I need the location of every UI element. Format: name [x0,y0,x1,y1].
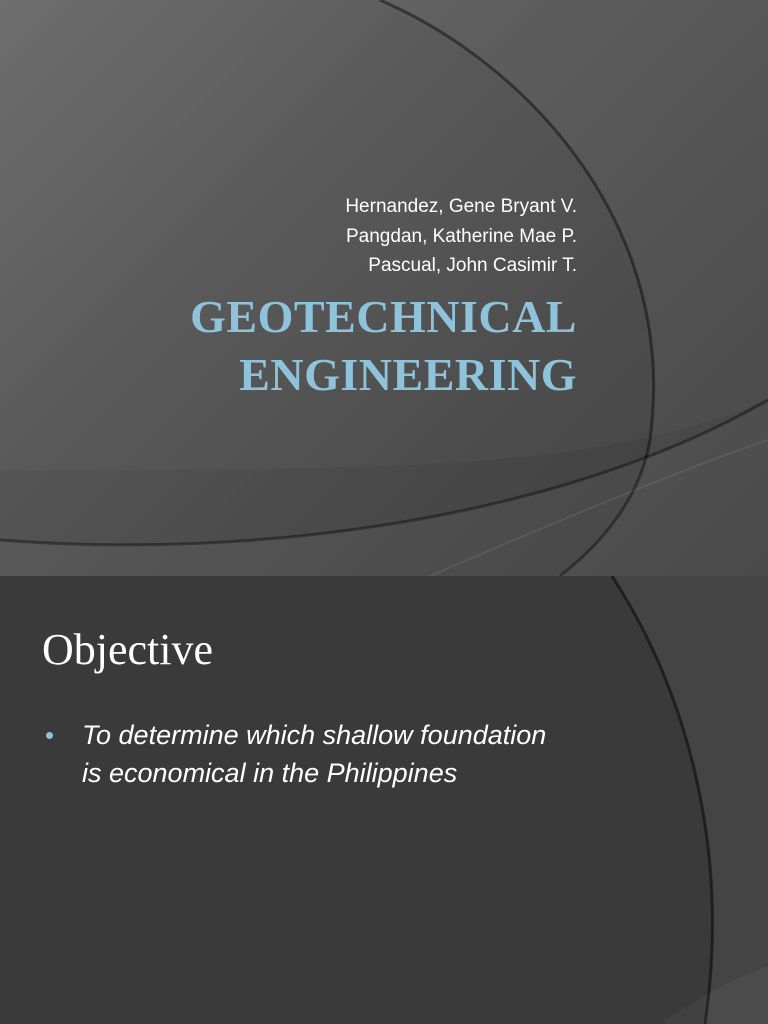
bullet-list [46,716,666,792]
author-name: Hernandez, Gene Bryant V. [345,196,577,217]
title-line: ENGINEERING [239,349,577,400]
title-line: GEOTECHNICAL [190,291,577,342]
bullet-text-line: To determine which shallow foundation [82,720,547,750]
bullet-dot-icon [46,732,53,739]
author-name: Pascual, John Casimir T. [368,255,577,276]
bullet-item [46,716,666,792]
slide-title [190,288,577,404]
author-name: Pangdan, Katherine Mae P. [346,225,577,247]
bullet-text-line: is economical in the Philippines [82,758,458,788]
author-list [345,192,577,281]
slide-heading: Objective [42,625,214,674]
